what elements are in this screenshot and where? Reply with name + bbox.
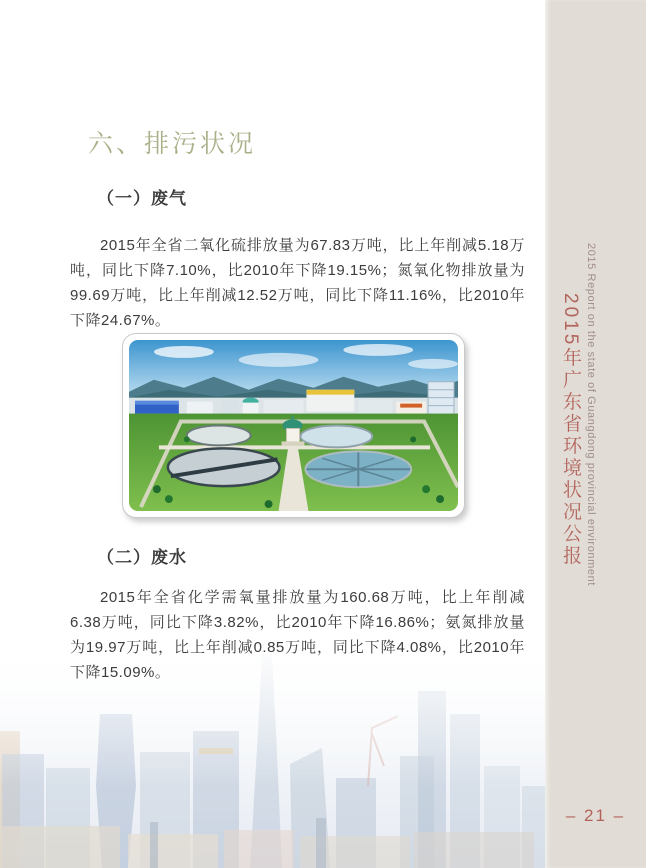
paragraph-waste-water: 2015年全省化学需氧量排放量为160.68万吨，比上年削减6.38万吨，同比下降3.82%，比2010年下降16.86%；氨氮排放量为19.97万吨，比上年削减0.85万吨，同比下降4.08%，比2010年下降15.09%。 bbox=[70, 589, 525, 681]
wastewater-plant-illustration bbox=[129, 340, 458, 511]
sidebar-title-english: 2015 Report on the state of Guangdong provincial environment bbox=[585, 243, 597, 586]
section-heading-waste-water: （二）废水 bbox=[97, 548, 187, 567]
plant-photo-frame bbox=[122, 333, 465, 518]
sidebar-title-chinese: 2015年广东省环境状况公报 bbox=[560, 293, 581, 568]
section-heading-waste-gas: （一）废气 bbox=[97, 189, 187, 208]
page-number: – 21 – bbox=[565, 806, 626, 825]
paragraph-waste-gas: 2015年全省二氧化硫排放量为67.83万吨，比上年削减5.18万吨，同比下降7.10%，比2010年下降19.15%；氮氧化物排放量为99.69万吨，比上年削减12.52万吨，同比下降11.16%，比2010年下降24.67%。 bbox=[70, 237, 525, 329]
wastewater-plant-photo bbox=[129, 340, 458, 511]
page-title: 六、排污状况 bbox=[88, 130, 257, 158]
sidebar bbox=[545, 0, 646, 868]
